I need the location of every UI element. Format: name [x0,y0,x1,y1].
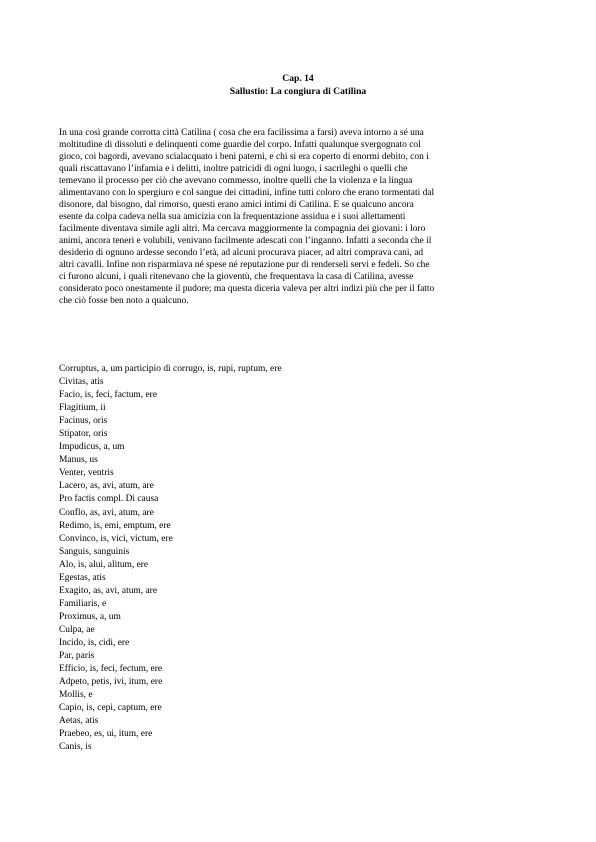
chapter-heading: Cap. 14 [282,73,314,84]
vocabulary-entry: Alo, is, alui, alitum, ere [59,559,149,570]
translation-paragraph [59,127,541,307]
paragraph-line: desiderio di ognuno ardesse secondo l’età, ad alcuni procurava piacer, ad altri comprava cani, ad [59,248,424,258]
paragraph-line: facilmente diventava simile agli altri. Ma cercava maggiormente la compagnia dei giovani: i loro [59,224,426,234]
paragraph-line: gioco, coi bagordi, avevano scialacquato i beni paterni, e chi si era coperto di enormi debito, con i [59,152,429,162]
vocabulary-entry: Stipator, oris [59,429,108,440]
paragraph-line: che ciò fosse ben noto a qualcuno. [59,296,189,306]
vocabulary-list [59,363,541,754]
vocabulary-entry: Flagitium, ii [59,403,106,414]
page-header [0,72,596,98]
vocabulary-entry: Exagito, as, avi, atum, are [59,585,158,596]
vocabulary-entry: Praebeo, es, ui, itum, ere [59,729,153,740]
vocabulary-entry: Sanguis, sanguinis [59,546,130,557]
vocabulary-entry: Par, paris [59,651,95,662]
vocabulary-entry: Corruptus, a, um participio di corrugo, is, rupi, ruptum, ere [59,364,282,374]
vocabulary-entry: Capio, is, cepi, captum, ere [59,703,162,714]
vocabulary-entry: Culpa, ae [59,624,95,635]
paragraph-line: animi, ancora teneri e volubili, venivano facilmente adescati con l’inganno. Infatti a seconda che il [59,236,432,246]
vocabulary-entry: Familiaris, e [59,598,107,609]
vocabulary-entry: Incido, is, cidi, ere [59,637,130,648]
vocabulary-entry: Lacero, as, avi, atum, are [59,481,154,492]
paragraph-line: moltitudine di dissoluti e delinquenti come guardie del corpo. Infatti qualunque svergognato col [59,140,421,150]
vocabulary-entry: Efficio, is, feci, fectum, ere [59,664,163,675]
paragraph-line: ci furono alcuni, i quali ritenevano che la gioventù, che frequentava la casa di Catilina, avesse [59,272,414,282]
paragraph-line: temevano il processo per ciò che avevano commesso, inoltre quelli che la violenza e la lingua [59,176,413,186]
paragraph-line: considerato poco onestamente il pudore; ma questa diceria valeva per altri indizi più che per il fatto [59,284,435,294]
vocabulary-entry: Proximus, a, um [59,611,121,622]
paragraph-line: esente da colpa cadeva nella sua amicizia con la frequentazione assidua e i suoi allettamenti [59,212,406,222]
vocabulary-entry: Redimo, is, emi, emptum, ere [59,520,171,531]
vocabulary-entry: Conflo, as, avi, atum, are [59,507,154,518]
vocabulary-entry: Venter, ventris [59,468,114,479]
vocabulary-entry: Canis, is [59,742,92,753]
paragraph-line: quali riscattavano l’infamia e i delitti, inoltre patricidi di ogni luogo, i sacrileghi o quelli che [59,164,408,174]
vocabulary-entry: Facinus, oris [59,416,108,427]
paragraph-line: altri cavalli. Infine non risparmiava né spese né reputazione pur di renderseli servi e fedeli. So che [59,260,430,270]
vocabulary-entry: Impudicus, a, um [59,442,125,453]
vocabulary-entry: Mollis, e [59,690,93,701]
paragraph-line: In una così grande corrotta città Catilina ( cosa che era facilissima a farsi) aveva intorno a sé una [59,128,424,138]
document-title: Sallustio: La congiura di Catilina [229,86,367,97]
paragraph-line: disonore, dal bisogno, dal rimorso, questi erano amici intimi di Catilina. E se qualcuno ancora [59,200,414,210]
vocabulary-entry: Adpeto, petis, ivi, itum, ere [59,677,163,688]
vocabulary-entry: Facio, is, feci, factum, ere [59,390,158,401]
paragraph-line: alimentavano con lo spergiuro e col sangue dei cittadini, infine tutti coloro che erano tormentati dal [59,188,435,198]
vocabulary-entry: Aetas, atis [59,716,99,727]
vocabulary-entry: Pro factis compl. Di causa [59,494,159,505]
vocabulary-entry: Civitas, atis [59,377,104,388]
vocabulary-entry: Convinco, is, vici, victum, ere [59,533,173,544]
vocabulary-entry: Manus, us [59,455,98,466]
vocabulary-entry: Egestas, atis [59,572,106,583]
